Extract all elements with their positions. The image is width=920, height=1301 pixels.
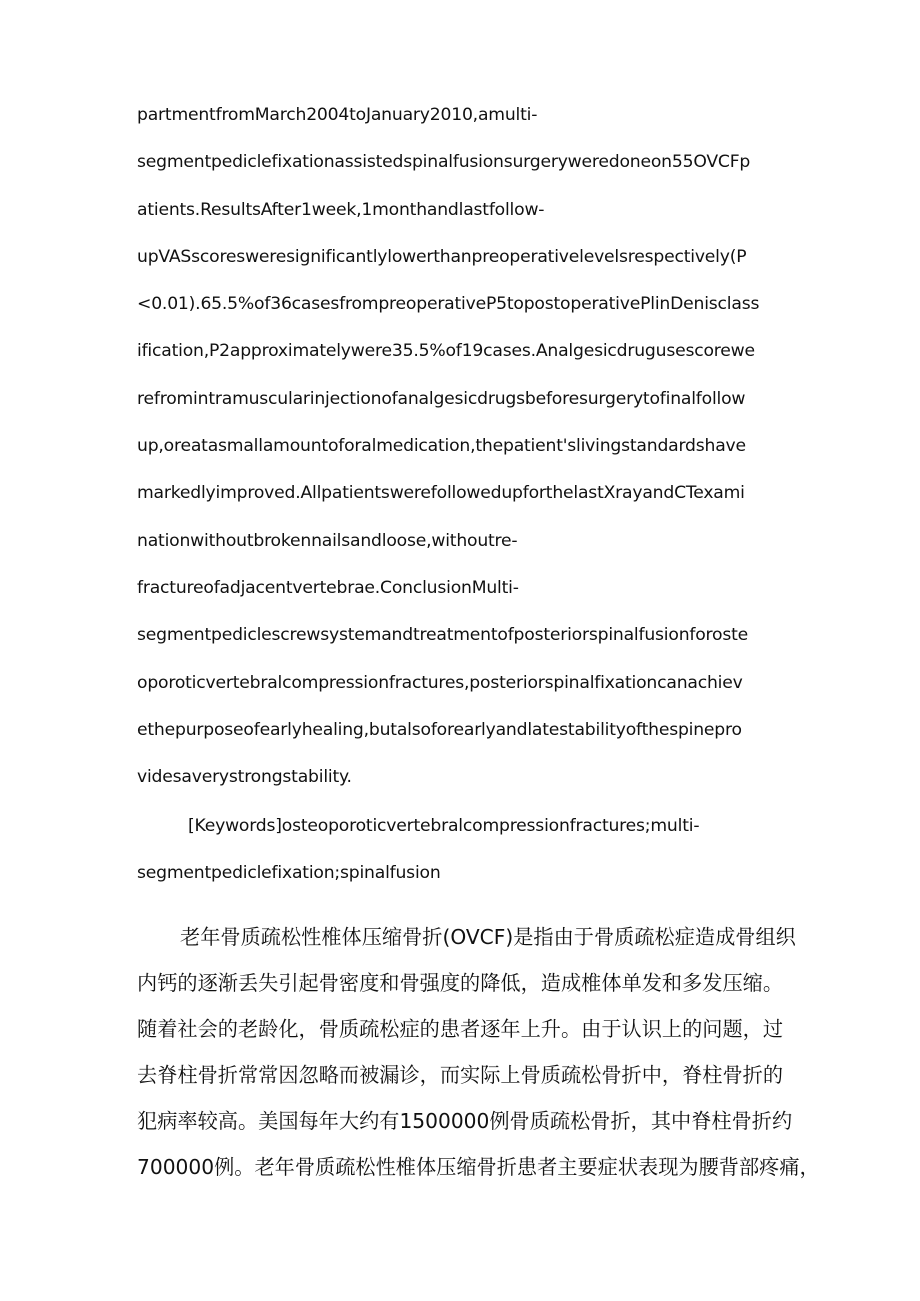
abstract-line: partmentfromMarch2004toJanuary2010,amulti- <box>137 105 538 125</box>
body-line: 内钙的逐渐丢失引起骨密度和骨强度的降低，造成椎体单发和多发压缩。 <box>137 971 784 995</box>
body-line: 犯病率较高。美国每年大约有1500000例骨质疏松骨折，其中脊柱骨折约 <box>137 1109 793 1133</box>
abstract-line: up,oreatasmallamountoforalmedication,thepatient'slivingstandardshave <box>137 436 746 457</box>
abstract-line: oporoticvertebralcompressionfractures,posteriorspinalfixationcanachiev <box>137 672 743 693</box>
abstract-line: segmentpediclescrewsystemandtreatmentofposteriorspinalfusionforoste <box>137 625 749 646</box>
abstract-line: ethepurposeofearlyhealing,butalsoforearlyandlatestabilityofthespinepro <box>137 719 742 740</box>
body-line: 随着社会的老龄化，骨质疏松症的患者逐年上升。由于认识上的问题，过 <box>137 1017 784 1041</box>
body-line: 700000例。老年骨质疏松性椎体压缩骨折患者主要症状表现为腰背部疼痛， <box>137 1155 820 1179</box>
abstract-line: <0.01).65.5%of36casesfrompreoperativeP5topostoperativePlinDenisclass <box>137 294 760 315</box>
abstract-line: videsaverystrongstability. <box>137 767 352 788</box>
english-abstract <box>137 92 797 801</box>
keywords-paragraph <box>137 803 797 898</box>
abstract-line: ification,P2approximatelywere35.5%of19cases.Analgesicdrugusescorewe <box>137 341 755 362</box>
abstract-line: nationwithoutbrokennailsandloose,withoutre- <box>137 530 518 551</box>
abstract-line: upVASscoresweresignificantlylowerthanpreoperativelevelsrespectively(P <box>137 246 747 267</box>
keywords-line: [Keywords]osteoporoticvertebralcompressionfractures;multi- <box>188 816 700 836</box>
keywords-line: segmentpediclefixation;spinalfusion <box>137 863 441 884</box>
abstract-line: refromintramuscularinjectionofanalgesicdrugsbeforesurgerytofinalfollow <box>137 388 746 409</box>
abstract-line: atients.ResultsAfter1week,1monthandlastfollow- <box>137 199 545 220</box>
body-line: 老年骨质疏松性椎体压缩骨折(OVCF)是指由于骨质疏松症造成骨组织 <box>180 925 796 949</box>
abstract-line: fractureofadjacentvertebrae.ConclusionMulti- <box>137 577 519 598</box>
chinese-body-paragraph <box>137 914 820 1190</box>
body-line: 去脊柱骨折常常因忽略而被漏诊，而实际上骨质疏松骨折中，脊柱骨折的 <box>137 1063 784 1087</box>
abstract-line: segmentpediclefixationassistedspinalfusionsurgeryweredoneon55OVCFp <box>137 152 751 173</box>
abstract-line: markedlyimproved.AllpatientswerefollowedupforthelastXrayandCTexami <box>137 483 745 504</box>
